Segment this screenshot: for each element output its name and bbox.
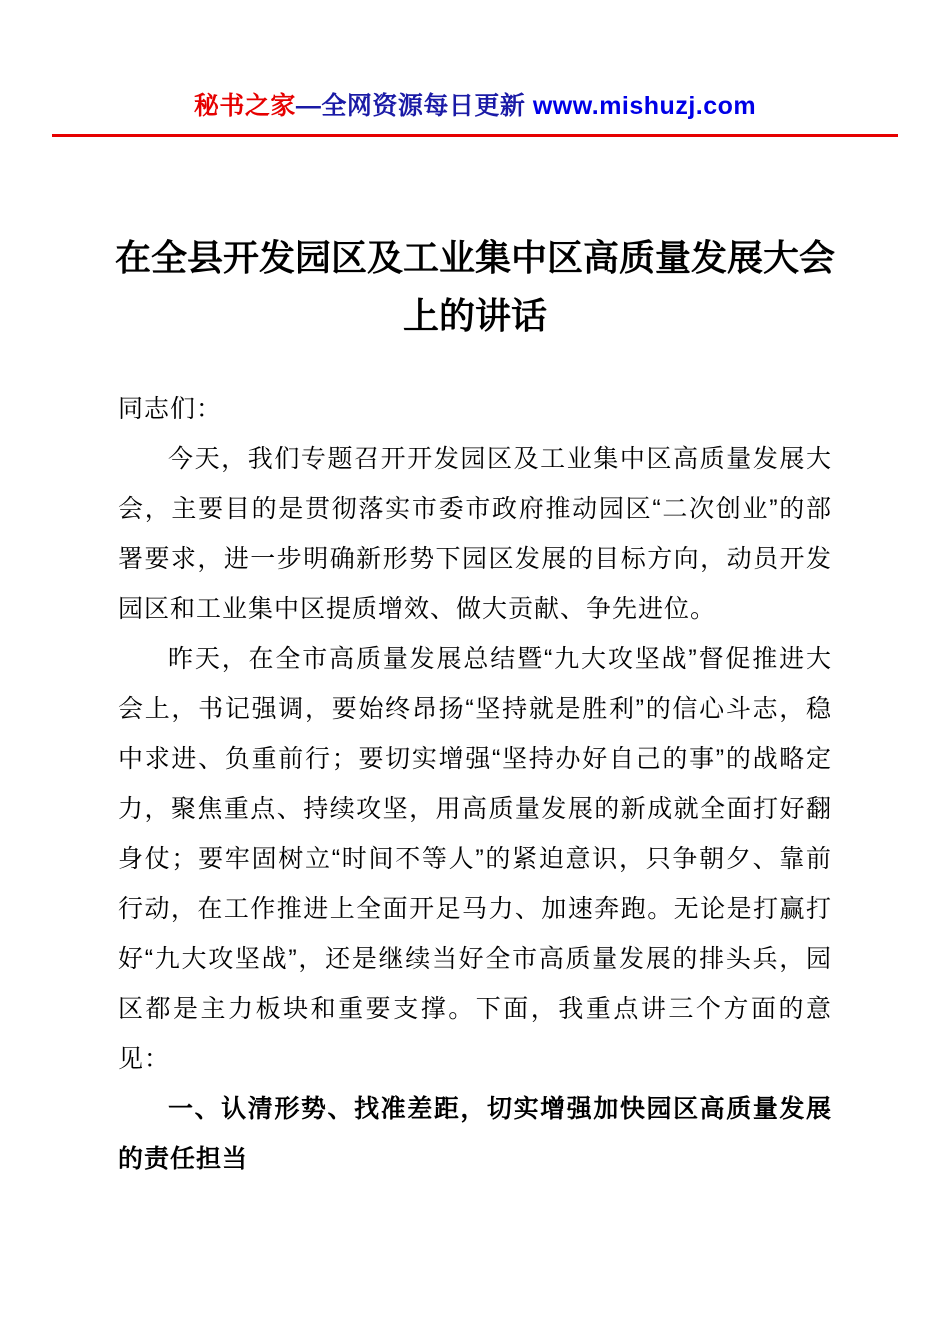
document-title: 在全县开发园区及工业集中区高质量发展大会上的讲话 bbox=[114, 237, 835, 336]
site-tagline: —全网资源每日更新 bbox=[295, 92, 533, 120]
paragraph: 今天，我们专题召开开发园区及工业集中区高质量发展大会，主要目的是贯彻落实市委市政府推动园区“二次创业”的部署要求，进一步明确新形势下园区发展的目标方向，动员开发园区和工业集中区提质增效、做大贡献、争先进位。 bbox=[118, 445, 832, 624]
document-body bbox=[118, 384, 832, 1184]
site-brand: 秘书之家 bbox=[193, 92, 296, 120]
site-header bbox=[0, 0, 950, 122]
paragraph: 同志们： bbox=[118, 395, 223, 424]
section-heading: 一、认清形势、找准差距，切实增强加快园区高质量发展的责任担当 bbox=[118, 1095, 832, 1174]
paragraph: 昨天，在全市高质量发展总结暨“九大攻坚战”督促推进大会上，书记强调，要始终昂扬“坚持就是胜利”的信心斗志，稳中求进、负重前行；要切实增强“坚持办好自己的事”的战略定力，聚焦重点、持续攻坚，用高质量发展的新成就全面打好翻身仗；要牢固树立“时间不等人”的紧迫意识，只争朝夕、靠前行动，在工作推进上全面开足马力、加速奔跑。无论是打赢打好“九大攻坚战”，还是继续当好全市高质量发展的排头兵，园区都是主力板块和重要支撑。下面，我重点讲三个方面的意见： bbox=[118, 645, 832, 1074]
header-divider bbox=[52, 134, 898, 137]
site-url-link[interactable]: www.mishuzj.com bbox=[532, 92, 757, 120]
